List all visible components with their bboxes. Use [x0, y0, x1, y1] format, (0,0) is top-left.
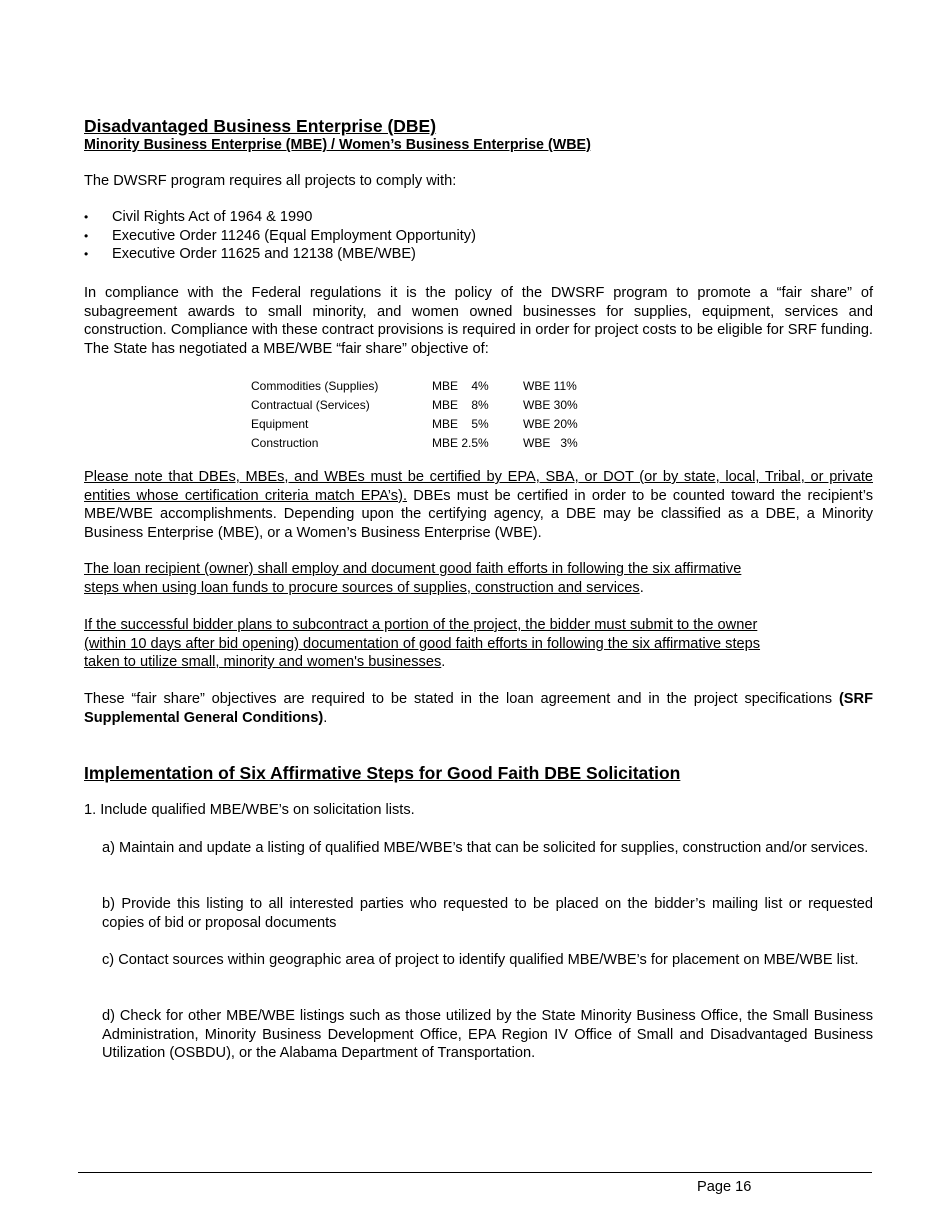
requirements-list [84, 208, 874, 264]
step-1: 1. Include qualified MBE/WBE’s on solicitation lists. [84, 802, 415, 818]
table-cell-category: Construction [251, 436, 319, 450]
implementation-title: Implementation of Six Affirmative Steps for Good Faith DBE Solicitation [84, 763, 681, 783]
good-faith-paragraph: The loan recipient (owner) shall employ and document good faith efforts in following the six affirmative steps when using loan funds to procure sources of supplies, construction and services. [84, 561, 742, 596]
table-row [251, 396, 593, 415]
objectives-paragraph: These “fair share” objectives are required to be stated in the loan agreement and in the project specifications (SRF Supplemental General Conditions). [84, 691, 873, 726]
good-faith-line: The loan recipient (owner) shall employ and document good faith efforts in following the six affirmative [84, 561, 742, 577]
substep-b: b) Provide this listing to all interested parties who requested to be placed on the bidder’s mailing list or requested copies of bid or proposal documents [102, 896, 873, 931]
table-cell-mbe: MBE 5% [432, 417, 489, 431]
table-cell-mbe: MBE 2.5% [432, 436, 489, 450]
table-cell-mbe: MBE 8% [432, 398, 489, 412]
page-number: Page 16 [697, 1179, 752, 1195]
subcontract-line: taken to utilize small, minority and women's businesses [84, 654, 442, 671]
table-cell-wbe: WBE 30% [523, 398, 578, 412]
compliance-paragraph: In compliance with the Federal regulations it is the policy of the DWSRF program to promote a “fair share” of subagreement awards to small minority, and women owned businesses for supplies, equipment, services and construction. Compliance with these contract provisions is required in order for project costs to be eligible for SRF funding. The State has negotiated a MBE/WBE “fair share” objective of: [84, 285, 873, 357]
table-cell-wbe: WBE 3% [523, 436, 578, 450]
table-cell-wbe: WBE 11% [523, 379, 577, 393]
srf-conditions-ref: (SRF Supplemental General Conditions) [84, 691, 873, 726]
table-cell-wbe: WBE 20% [523, 417, 578, 431]
intro-text: The DWSRF program requires all projects to comply with: [84, 173, 457, 189]
footer-divider [78, 1172, 872, 1173]
bullet-icon: • [84, 210, 89, 224]
table-cell-category: Commodities (Supplies) [251, 379, 379, 393]
list-item: • Executive Order 11246 (Equal Employment Opportunity) [84, 227, 476, 244]
subcontract-line: If the successful bidder plans to subcontract a portion of the project, the bidder must submit to the owner [84, 617, 758, 633]
good-faith-line: steps when using loan funds to procure sources of supplies, construction and services [84, 579, 640, 596]
section-title: Disadvantaged Business Enterprise (DBE) [84, 116, 437, 136]
list-item: • Civil Rights Act of 1964 & 1990 [84, 209, 313, 225]
table-cell-category: Contractual (Services) [251, 398, 370, 412]
certification-paragraph [84, 468, 873, 542]
fair-share-table [251, 377, 593, 453]
table-cell-mbe: MBE 4% [432, 379, 489, 393]
subcontract-line: (within 10 days after bid opening) documentation of good faith efforts in following the six affirmative steps [84, 635, 761, 652]
table-row [251, 434, 593, 453]
substep-d: d) Check for other MBE/WBE listings such as those utilized by the State Minority Business Office, the Small Business Administration, Minority Business Development Office, EPA Region IV Office of Small and Disadvantaged Business Utilization (OSBDU), or the Alabama Department of Transportation. [102, 1008, 873, 1062]
bullet-icon: • [84, 247, 89, 262]
certification-underlined-text: Please note that DBEs, MBEs, and WBEs must be certified by EPA, SBA, or DOT (or by state, local, Tribal, or private entities whose certification criteria match EPA’s). [84, 469, 873, 504]
subcontract-paragraph: If the successful bidder plans to subcontract a portion of the project, the bidder must submit to the owner (within 10 days after bid opening) documentation of good faith efforts in following the six affirmative steps taken to utilize small, minority and women's businesses. [84, 617, 761, 671]
bullet-icon: • [84, 228, 89, 243]
table-row [251, 415, 593, 434]
section-subtitle: Minority Business Enterprise (MBE) / Women’s Business Enterprise (WBE) [84, 137, 591, 153]
substep-a: a) Maintain and update a listing of qualified MBE/WBE’s that can be solicited for supplies, construction and/or services. [102, 840, 869, 856]
table-row [251, 377, 593, 396]
substep-c: c) Contact sources within geographic area of project to identify qualified MBE/WBE’s for placement on MBE/WBE list. [102, 952, 859, 968]
table-cell-category: Equipment [251, 417, 309, 431]
list-item: • Executive Order 11625 and 12138 (MBE/WBE) [84, 246, 416, 263]
certification-text: DBEs must be certified in order to be counted toward the recipient’s MBE/WBE accomplishments. Depending upon the certifying agency, a DBE may be classified as a DBE, a Minority Business Enterprise (MBE), or a Women’s Business Enterprise (WBE). [84, 487, 873, 541]
